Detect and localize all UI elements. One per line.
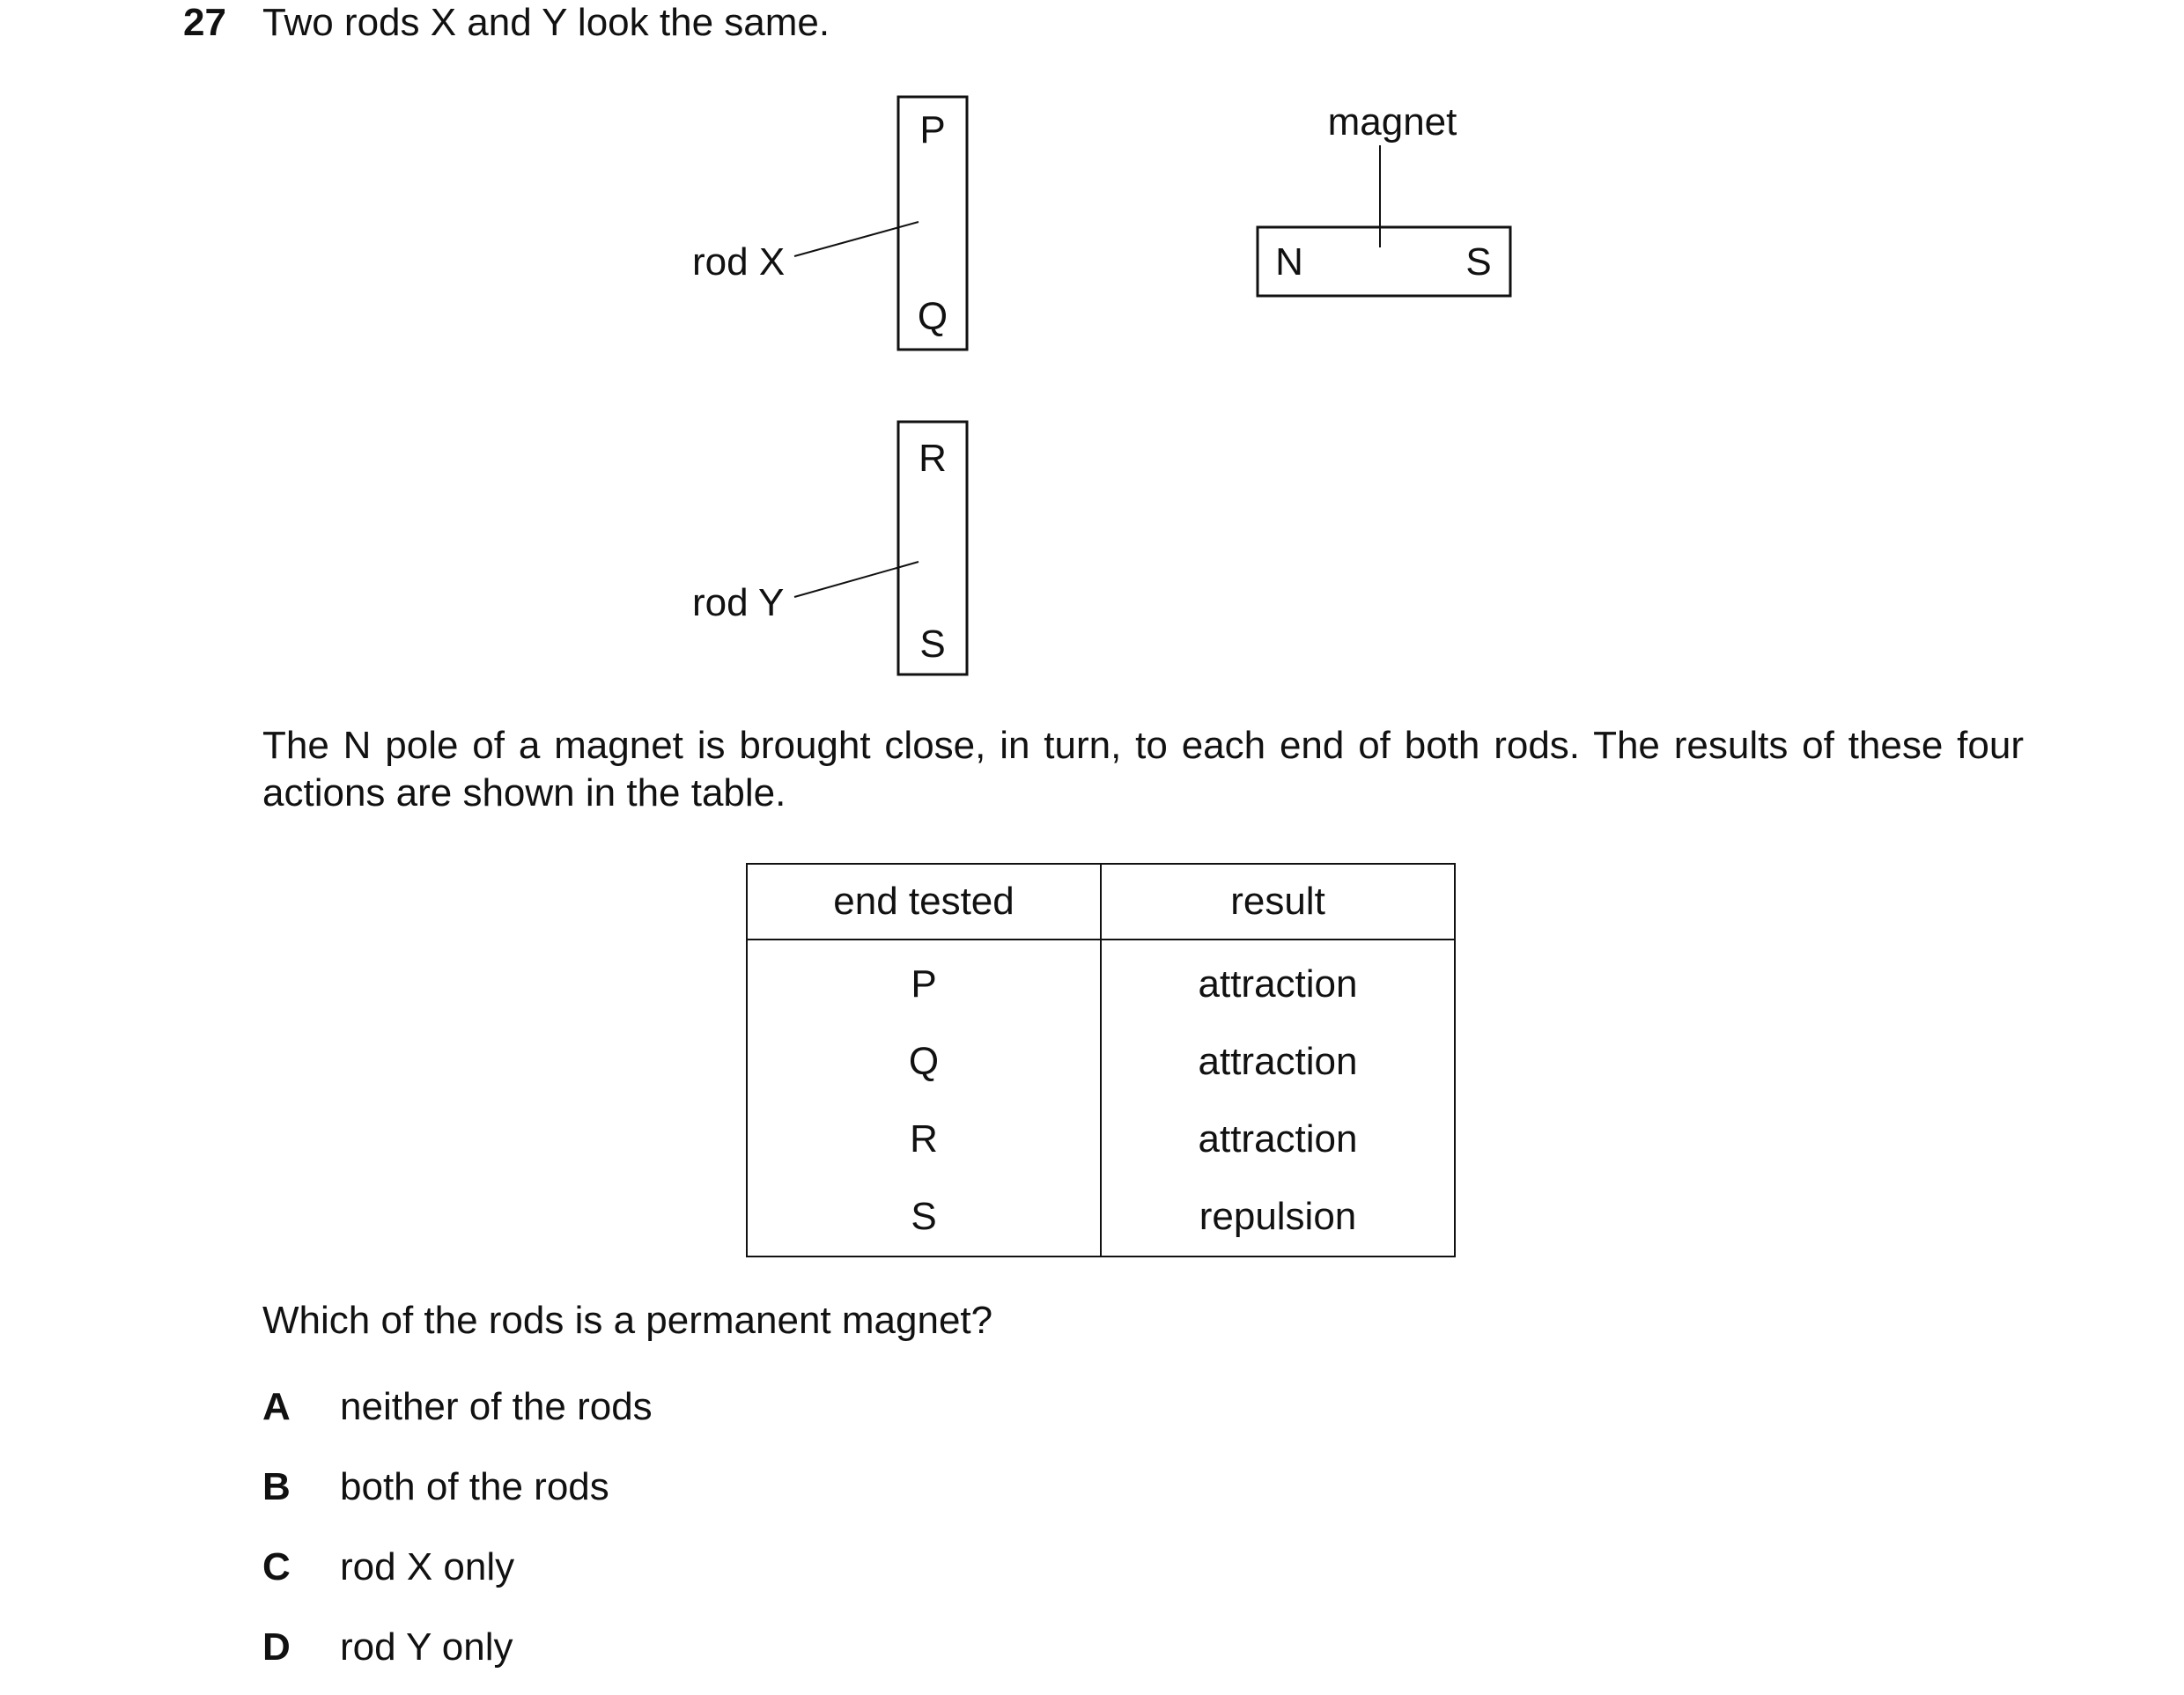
cell-result: attraction xyxy=(1101,1023,1455,1101)
option-text: neither of the rods xyxy=(340,1385,653,1428)
option-text: rod Y only xyxy=(340,1625,513,1669)
table-row xyxy=(747,1178,1455,1257)
option-letter: C xyxy=(262,1545,291,1588)
option-letter: A xyxy=(262,1385,291,1428)
option-a[interactable] xyxy=(262,1384,653,1430)
rod-x-leader-line xyxy=(794,222,919,256)
option-b[interactable] xyxy=(262,1464,609,1510)
cell-result: attraction xyxy=(1101,1101,1455,1178)
description-paragraph: The N pole of a magnet is brought close, in turn, to each end of both rods. The results of these four actions are shown in the table. xyxy=(262,724,2024,814)
results-table xyxy=(746,863,1456,1257)
option-letter: B xyxy=(262,1465,291,1508)
question-stem: Two rods X and Y look the same. xyxy=(262,1,830,44)
rod-y-top-end-label: R xyxy=(919,437,947,480)
rod-x-bottom-end-label: Q xyxy=(917,295,948,338)
cell-end: P xyxy=(747,940,1101,1023)
cell-result: repulsion xyxy=(1101,1178,1455,1257)
option-c[interactable] xyxy=(262,1544,514,1590)
option-d[interactable] xyxy=(262,1625,513,1670)
rod-x xyxy=(692,97,967,350)
cell-result: attraction xyxy=(1101,940,1455,1023)
table-row xyxy=(747,1023,1455,1101)
magnet-label: magnet xyxy=(1327,100,1457,144)
rods-and-magnet-diagram xyxy=(0,0,2184,704)
rod-y-bottom-end-label: S xyxy=(919,623,946,666)
bar-magnet xyxy=(1258,100,1510,296)
option-letter: D xyxy=(262,1625,291,1669)
table-row xyxy=(747,940,1455,1023)
cell-end: S xyxy=(747,1178,1101,1257)
table-header-row xyxy=(747,864,1455,940)
cell-end: R xyxy=(747,1101,1101,1178)
rod-y xyxy=(692,422,967,674)
table-row xyxy=(747,1101,1455,1178)
header-end-tested: end tested xyxy=(747,864,1101,940)
header-result: result xyxy=(1101,864,1455,940)
question-number: 27 xyxy=(183,1,226,44)
rod-y-leader-line xyxy=(794,562,919,597)
rod-x-label: rod X xyxy=(692,240,786,284)
rod-x-top-end-label: P xyxy=(919,108,946,151)
magnet-south-pole-label: S xyxy=(1465,240,1492,284)
question-prompt: Which of the rods is a permanent magnet? xyxy=(262,1299,993,1342)
option-text: both of the rods xyxy=(340,1465,609,1508)
option-text: rod X only xyxy=(340,1545,515,1588)
rod-y-label: rod Y xyxy=(692,581,785,624)
magnet-north-pole-label: N xyxy=(1275,240,1303,284)
cell-end: Q xyxy=(747,1023,1101,1101)
